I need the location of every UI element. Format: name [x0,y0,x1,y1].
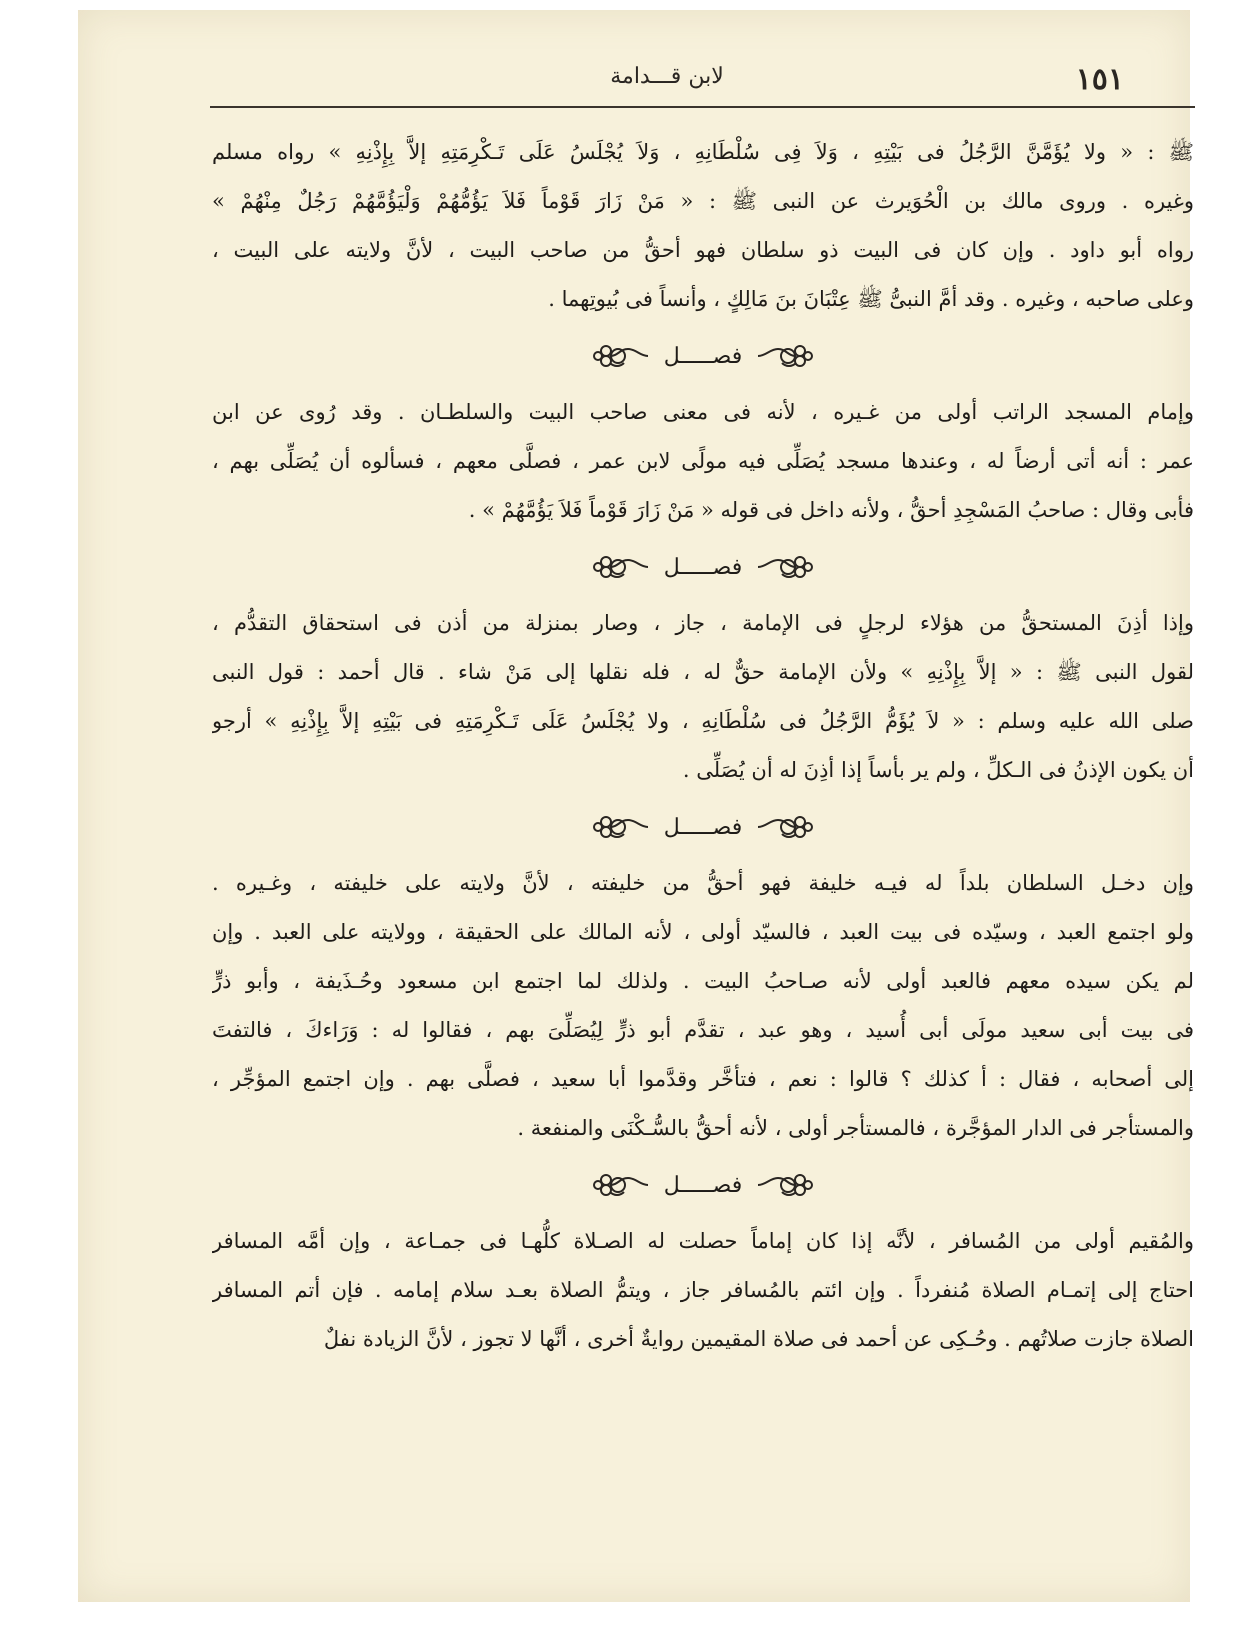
paragraph [212,859,1194,1153]
section-heading [212,324,1194,388]
paragraph [212,1217,1194,1364]
text-line: والمُقيم أولى من المُسافر ، لأنَّه إذا كان إماماً حصلت له الصـلاة كلُّهـا فى جمـاعة ، وإن أمَّه المسافر [212,1229,1194,1253]
text-line: وإن دخـل السلطان بلداً له فيـه خليفة فهو أحقُّ من خليفته ، لأنَّ ولايته على خليفته ، وغـيره . [212,871,1194,895]
section-heading-text: فصـــــل [663,554,743,580]
section-heading [212,795,1194,859]
header-rule [210,106,1195,108]
running-head: لابن قـــدامة [610,64,724,89]
section-heading-text: فصـــــل [663,343,743,369]
text-line: عمر : أنه أتى أرضاً له ، وعندها مسجد يُصَلِّى فيه مولًى لابن عمر ، فصلَّى معهم ، فسألوه أن يُصَلِّى بهم ، [212,449,1194,473]
text-line: احتاج إلى إتمـام الصلاة مُنفرداً . وإن ائتم بالمُسافر جاز ، ويتمُّ الصلاة بعـد سلام إمامه . فإن أتم المسافر [212,1278,1194,1302]
text-line: وغيره . وروى مالك بن الْحُوَيرث عن النبى ﷺ : « مَنْ زَارَ قَوْماً فَلاَ يَؤُمُّهُمْ وَلْيَؤُمَّهُمْ رَجُلٌ مِنْهُمْ » [212,189,1194,213]
paragraph [212,388,1194,535]
text-line: وإذا أذِنَ المستحقُّ من هؤلاء لرجلٍ فى الإمامة ، جاز ، وصار بمنزلة من أذن فى استحقاق التقدُّم ، [212,611,1194,635]
text-line: صلى الله عليه وسلم : « لاَ يُؤَمُّ الرَّجُلُ فى سُلْطَانِهِ ، ولا يُجْلَسُ عَلَى تَـكْرِمَتِهِ فى بَيْتِهِ إلاَّ بِإِذْنِهِ » أرجو [212,709,1194,733]
text-line: الصلاة جازت صلاتُهم . وحُـكِى عن أحمد فى صلاة المقيمين روايةٌ أخرى ، أنَّها لا تجوز ، لأنَّ الزيادة نفلٌ [323,1327,1194,1351]
text-line: فأبى وقال : صاحبُ المَسْجِدِ أحقُّ ، ولأنه داخل فى قوله « مَنْ زَارَ قَوْماً فَلاَ يَؤُمَّهُمْ » . [468,498,1194,522]
ornament-icon [756,552,814,582]
text-line: والمستأجر فى الدار المؤجَّرة ، فالمستأجر أولى ، لأنه أحقُّ بالسُّـكْنَى والمنفعة . [517,1116,1194,1140]
paragraph [212,128,1194,324]
section-heading [212,1153,1194,1217]
paragraph [212,599,1194,795]
ornament-icon [756,341,814,371]
text-line: لم يكن سيده معهم فالعبد أولى لأنه صـاحبُ البيت . ولذلك لما اجتمع ابن مسعود وحُـذَيفة ، وأبو ذرٍّ [212,969,1194,993]
section-heading-text: فصـــــل [663,1172,743,1198]
ornament-icon [592,812,650,842]
text-line: ﷺ : « ولا يُؤَمَّنَّ الرَّجُلُ فى بَيْتِهِ ، وَلاَ فِى سُلْطَانِهِ ، وَلاَ يُجْلَسُ عَلَى تَـكْرِمَتِهِ إلاَّ بِإِذْنِهِ » رواه مسلم [212,140,1194,164]
text-line: لقول النبى ﷺ : « إلاَّ بِإِذْنِهِ » ولأن الإمامة حقٌّ له ، فله نقلها إلى مَنْ شاء . قال أحمد : قول النبى [212,660,1194,684]
text-line: رواه أبو داود . وإن كان فى البيت ذو سلطان فهو أحقُّ من صاحب البيت ، لأنَّ ولايته على البيت ، [212,238,1194,262]
text-line: ولو اجتمع العبد ، وسيّده فى بيت العبد ، فالسيّد أولى ، لأنه المالك على الحقيقة ، وولايته على العبد . وإن [212,920,1194,944]
text-line: إلى أصحابه ، فقال : أ كذلك ؟ قالوا : نعم ، فتأخَّر وقدَّموا أبا سعيد ، فصلَّى بهم . وإن اجتمع المؤجِّر ، [212,1067,1194,1091]
page-header [210,58,1124,104]
text-line: وإمام المسجد الراتب أولى من غـيره ، لأنه فى معنى صاحب البيت والسلطـان . وقد رُوى عن ابن [212,400,1194,424]
ornament-icon [592,552,650,582]
ornament-icon [592,1170,650,1200]
section-heading [212,535,1194,599]
ornament-icon [592,341,650,371]
page-body [212,128,1194,1364]
ornament-icon [756,812,814,842]
section-heading-text: فصـــــل [663,814,743,840]
ornament-icon [756,1170,814,1200]
page-number: ١٥١ [1075,62,1124,97]
text-line: أن يكون الإذنُ فى الـكلِّ ، ولم ير بأساً إذا أذِنَ له أن يُصَلِّى . [682,758,1194,782]
text-line: فى بيت أبى سعيد مولَى أبى أُسيد ، وهو عبد ، تقدَّم أبو ذرٍّ لِيُصَلِّىَ بهم ، فقالوا له : وَرَاءكَ ، فالتفتَ [212,1018,1194,1042]
text-line: وعلى صاحبه ، وغيره . وقد أمَّ النبىُّ ﷺ عِتْبَانَ بنَ مَالِكٍ ، وأنساً فى بُيوتِهما . [548,287,1194,311]
